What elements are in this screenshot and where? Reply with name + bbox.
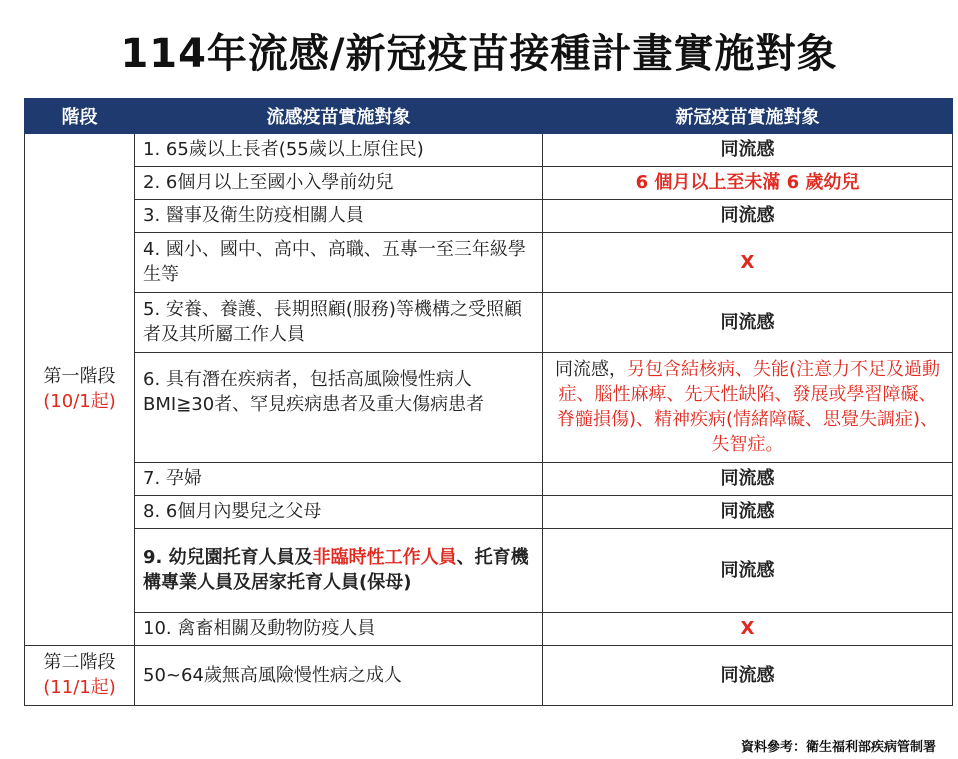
- flu-target-cell: 6. 具有潛在疾病者，包括高風險慢性病人BMI≧30者、罕見疾病患者及重大傷病患者: [135, 352, 543, 462]
- covid-target-cell: 同流感: [543, 199, 953, 232]
- flu-target-cell: 4. 國小、國中、高中、高職、五專一至三年級學生等: [135, 232, 543, 292]
- table-row: [25, 612, 953, 645]
- covid-target-cell: 同流感: [543, 528, 953, 612]
- covid-target-cell: 同流感: [543, 133, 953, 166]
- flu-target-cell: 2. 6個月以上至國小入學前幼兒: [135, 166, 543, 199]
- table-row: [25, 352, 953, 462]
- vaccine-schedule-table: [24, 98, 953, 706]
- covid-target-cell: X: [543, 232, 953, 292]
- table-row: [25, 199, 953, 232]
- covid-target-cell: [543, 352, 953, 462]
- table-header-row: [25, 99, 953, 134]
- flu-target-part-b: 、托育機構專業人員及居家托育人員(保母): [143, 547, 529, 593]
- flu-target-cell: 5. 安養、養護、長期照顧(服務)等機構之受照顧者及其所屬工作人員: [135, 292, 543, 352]
- table-row: [25, 166, 953, 199]
- header-stage: 階段: [25, 99, 135, 134]
- stage-one-date: (10/1起): [43, 391, 116, 413]
- covid-target-cell: 同流感: [543, 292, 953, 352]
- stage-two-date: (11/1起): [43, 677, 116, 698]
- table-row: [25, 495, 953, 528]
- page-title: 114年流感/新冠疫苗接種計畫實施對象: [120, 31, 838, 77]
- covid-note-extra: 另包含結核病、失能(注意力不足及過動症、腦性麻痺、先天性缺陷、發展或學習障礙、脊髓損傷)、精神疾病(情緒障礙、思覺失調症)、失智症。: [556, 359, 941, 455]
- covid-note-prefix: 同流感，: [554, 359, 627, 380]
- header-covid-target: 新冠疫苗實施對象: [543, 99, 953, 134]
- source-note: 資料參考：衛生福利部疾病管制署: [740, 740, 936, 755]
- table-row: [25, 292, 953, 352]
- table-row: [25, 645, 953, 705]
- flu-target-cell: 10. 禽畜相關及動物防疫人員: [135, 612, 543, 645]
- table-row: [25, 133, 953, 166]
- table-row: [25, 462, 953, 495]
- covid-target-cell: 同流感: [543, 495, 953, 528]
- covid-target-cell: 6 個月以上至未滿 6 歲幼兒: [543, 166, 953, 199]
- stage-two-cell: [25, 645, 135, 705]
- flu-target-cell: 50~64歲無高風險慢性病之成人: [135, 645, 543, 705]
- header-flu-target: 流感疫苗實施對象: [135, 99, 543, 134]
- flu-target-cell: 1. 65歲以上長者(55歲以上原住民): [135, 133, 543, 166]
- flu-target-highlight: 非臨時性工作人員: [312, 547, 457, 568]
- covid-target-cell: 同流感: [543, 645, 953, 705]
- flu-target-cell: 7. 孕婦: [135, 462, 543, 495]
- flu-target-cell: [135, 528, 543, 612]
- stage-one-label: 第一階段: [43, 366, 116, 388]
- stage-two-label: 第二階段: [43, 652, 116, 673]
- flu-target-cell: 3. 醫事及衛生防疫相關人員: [135, 199, 543, 232]
- stage-one-cell: [25, 133, 135, 645]
- table-row: [25, 232, 953, 292]
- flu-target-part-a: 9. 幼兒園托育人員及: [143, 547, 313, 568]
- flu-target-cell: 8. 6個月內嬰兒之父母: [135, 495, 543, 528]
- covid-target-cell: 同流感: [543, 462, 953, 495]
- table-row: [25, 528, 953, 612]
- covid-target-cell: X: [543, 612, 953, 645]
